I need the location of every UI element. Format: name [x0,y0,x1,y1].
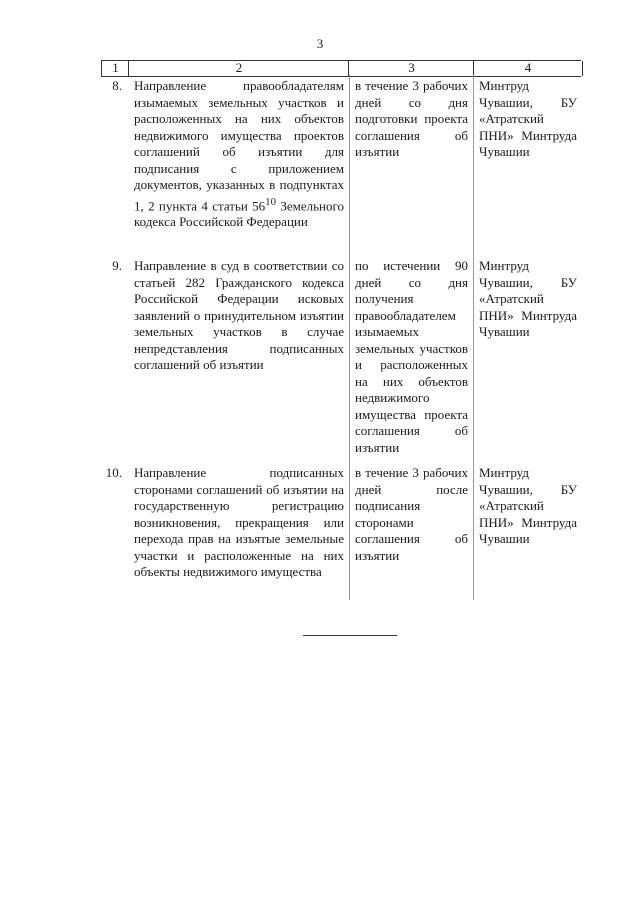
row-number: 9. [112,258,122,273]
row-responsible: Минтруд Чувашии, БУ «Атратский ПНИ» Минтруда Чувашии [479,78,577,159]
row-number: 8. [112,78,122,93]
page-number: 3 [316,36,324,51]
row-action: Направление подписанных сторонами соглашений об изъятии на государственную регистрацию возникновения, прекращения или перехода прав на изъятые земельные участки и расположенные на них объекты недвижимого имущества [134,465,344,579]
row-deadline: по истечении 90 дней со дня получения правообладателем изымаемых земельных участков и расположенных на них объектов недвижимого имущества проекта соглашения об изъятии [355,258,468,455]
row-deadline: в течение 3 рабочих дней после подписания сторонами соглашения об изъятии [355,465,468,563]
row-number: 10. [105,465,122,480]
header-col-4: 4 [473,61,583,76]
column-divider [473,75,474,600]
table-header [101,60,581,77]
row-deadline: в течение 3 рабочих дней со дня подготовки проекта соглашения об изъятии [355,78,468,159]
row-action: Направление в суд в соответствии со статьей 282 Гражданского кодекса Российской Федерации исковых заявлений о принудительном изъятии земельных участков в случае непредставления подписанных соглашений об изъятии [134,258,344,372]
header-col-2: 2 [128,61,349,76]
header-col-3: 3 [348,61,474,76]
header-col-1: 1 [101,61,129,76]
column-divider [349,75,350,600]
row-responsible: Минтруд Чувашии, БУ «Атратский ПНИ» Минтруда Чувашии [479,465,577,546]
row-action: Направление правообладателям изымаемых земельных участков и расположенных на них объектов недвижимого имущества проектов соглашений об изъятии для подписания с приложением документов, указанных в подпунктах 1, 2 пункта 4 статьи $56^{10}$ Земельного кодекса Российской Федерации [134,78,344,230]
row-responsible: Минтруд Чувашии, БУ «Атратский ПНИ» Минтруда Чувашии [479,258,577,339]
end-separator-line [303,635,397,636]
